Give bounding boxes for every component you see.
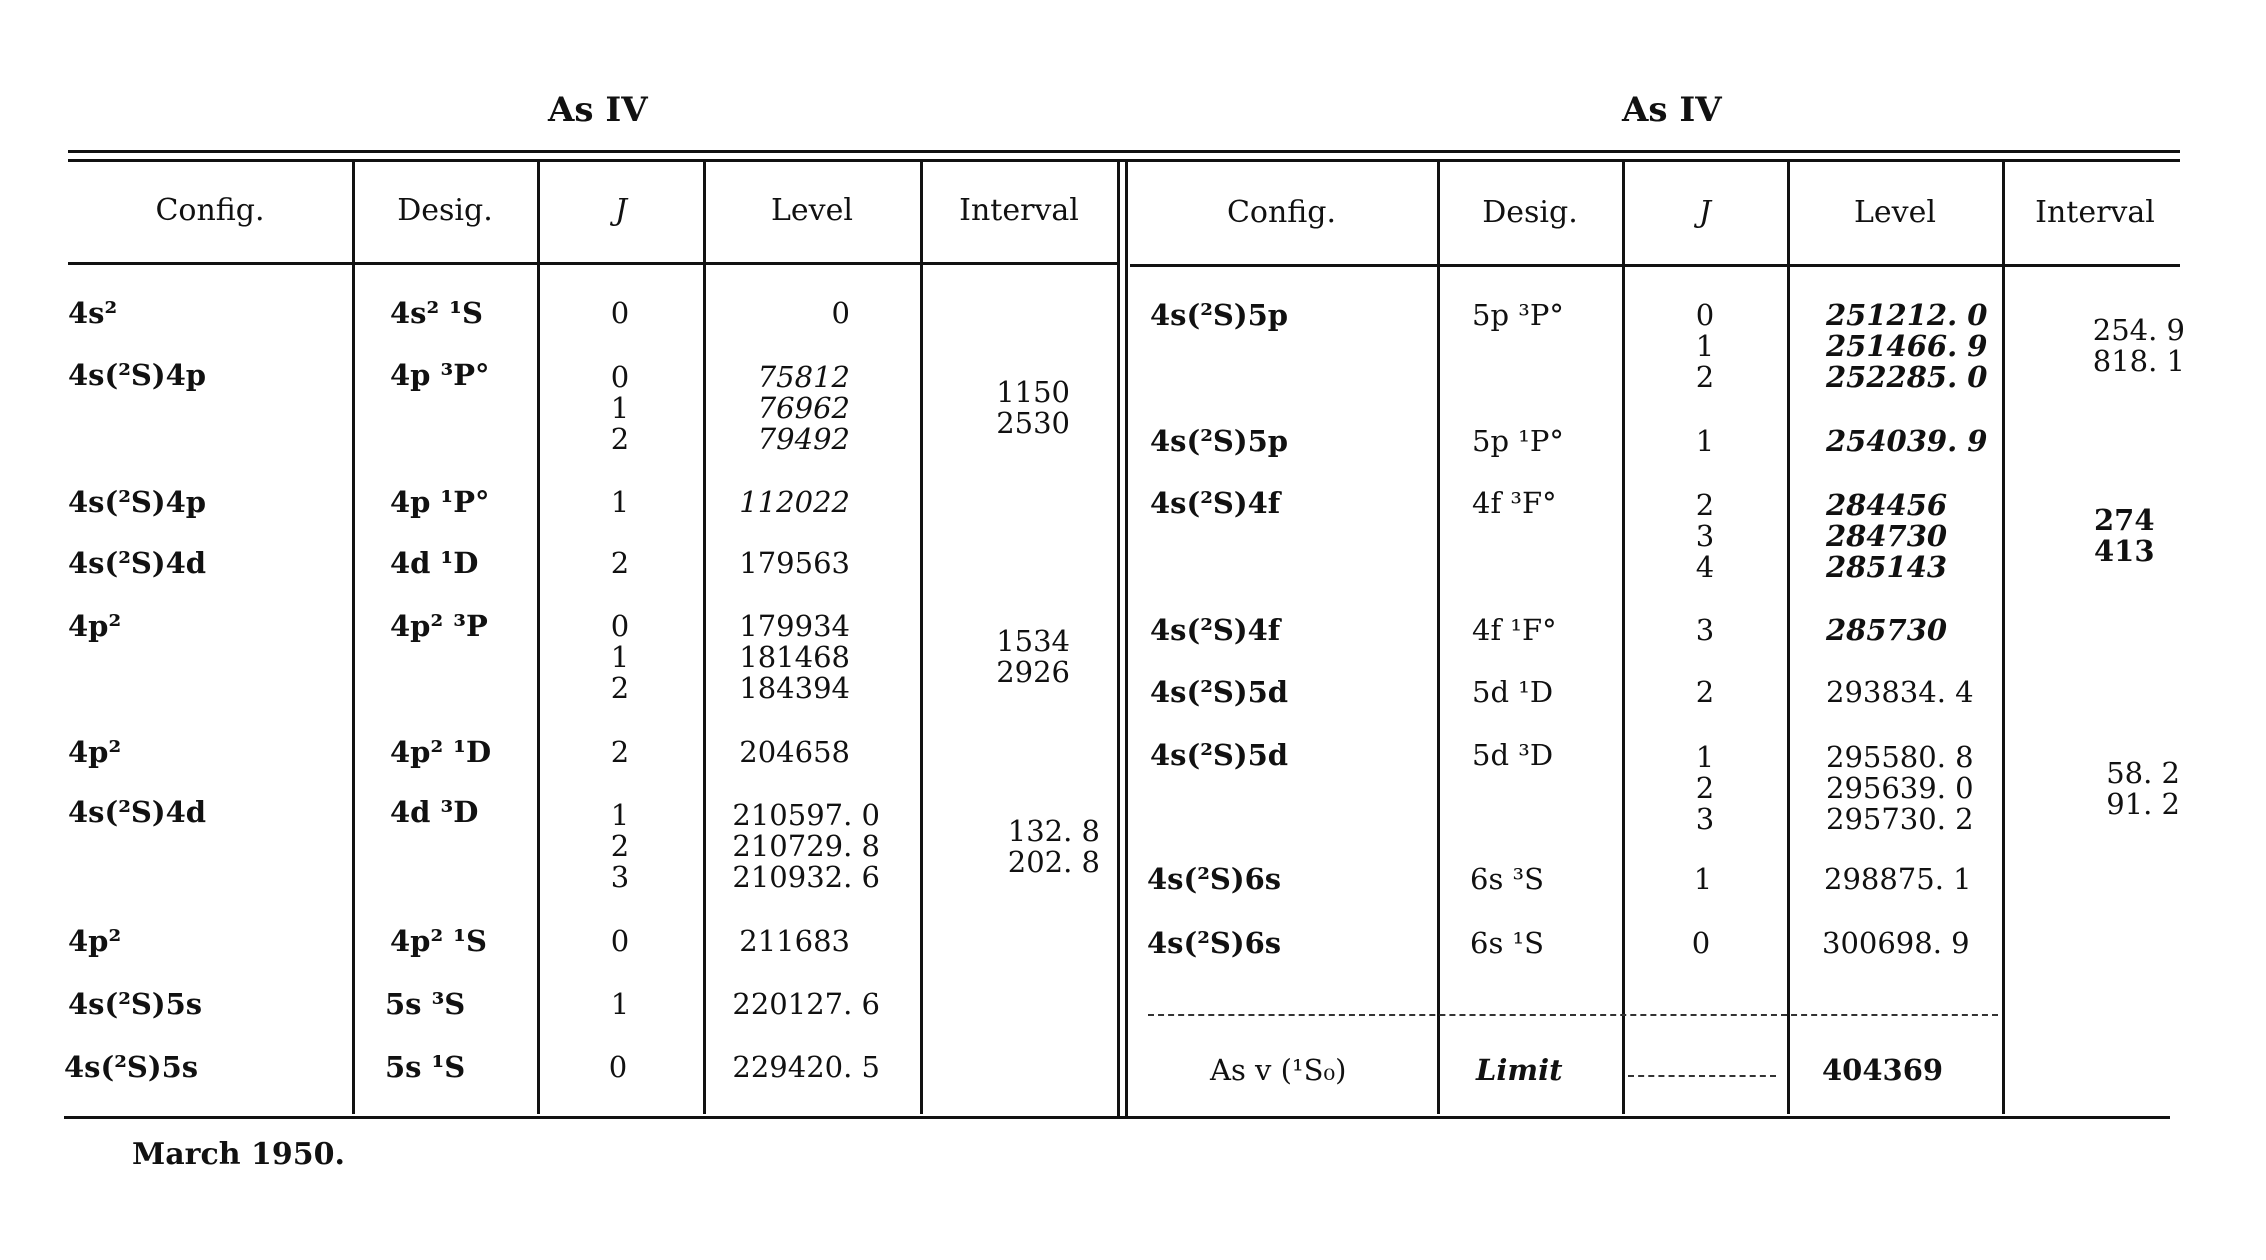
level-cell: 251466. 9 — [1826, 329, 1988, 363]
j-cell: 1 — [1693, 862, 1713, 896]
interval-cell: 1534 — [996, 624, 1070, 658]
j-cell: 0 — [610, 924, 630, 958]
level-cell: 293834. 4 — [1826, 675, 1974, 709]
desig-cell: 5d ¹D — [1472, 675, 1554, 709]
j-cell: 2 — [610, 546, 630, 580]
level-cell: 220127. 6 — [732, 987, 880, 1021]
col-divider — [703, 162, 706, 1114]
desig-cell: 4f ³F° — [1472, 486, 1557, 520]
j-cell: 0 — [1695, 298, 1715, 332]
desig-cell: 5p ¹P° — [1472, 424, 1564, 458]
col-divider — [920, 162, 923, 1114]
j-cell: 1 — [610, 391, 630, 425]
level-cell: 300698. 9 — [1822, 926, 1970, 960]
header-j: J — [1698, 195, 1712, 230]
config-cell: 4s(²S)5p — [1150, 424, 1289, 458]
top-rule-2 — [68, 159, 2180, 162]
config-cell: 4s(²S)4p — [68, 485, 207, 519]
interval-cell: 413 — [2094, 534, 2155, 568]
interval-cell: 132. 8 — [1007, 814, 1100, 848]
j-cell: 1 — [610, 798, 630, 832]
level-cell: 252285. 0 — [1826, 360, 1988, 394]
config-cell: 4s(²S)4p — [68, 358, 207, 392]
col-divider — [1787, 162, 1790, 1114]
config-cell: 4p² — [68, 924, 122, 958]
config-cell: 4p² — [68, 609, 122, 643]
j-cell: 2 — [610, 735, 630, 769]
level-cell: 0 — [831, 296, 850, 330]
level-cell: 254039. 9 — [1826, 424, 1988, 458]
bottom-rule — [64, 1116, 2170, 1119]
level-cell: 229420. 5 — [732, 1050, 880, 1084]
col-divider — [1437, 162, 1440, 1114]
desig-cell: 5d ³D — [1472, 738, 1554, 772]
level-cell: 75812 — [757, 360, 850, 394]
col-divider — [1622, 162, 1625, 1114]
interval-cell: 1150 — [996, 375, 1070, 409]
header-level: Level — [771, 193, 853, 228]
level-cell: 184394 — [739, 671, 850, 705]
desig-cell: 5s ¹S — [385, 1050, 466, 1084]
j-cell: 0 — [608, 1050, 628, 1084]
desig-cell: 4p² ¹S — [390, 924, 487, 958]
j-cell: 1 — [610, 485, 630, 519]
center-double-divider — [1117, 162, 1120, 1116]
header-desig: Desig. — [1482, 195, 1578, 230]
level-cell: 298875. 1 — [1824, 862, 1972, 896]
j-cell: 4 — [1695, 550, 1715, 584]
level-cell: 295730. 2 — [1826, 802, 1974, 836]
limit-j-dash — [1628, 1075, 1776, 1077]
level-cell: 79492 — [757, 422, 850, 456]
level-cell: 210729. 8 — [732, 829, 880, 863]
j-cell: 0 — [1691, 926, 1711, 960]
desig-cell: 5p ³P° — [1472, 298, 1564, 332]
level-cell: 179563 — [739, 546, 850, 580]
j-cell: 3 — [610, 860, 630, 894]
header-j: J — [614, 193, 628, 228]
j-cell: 3 — [1695, 802, 1715, 836]
config-cell: 4s(²S)5s — [64, 1050, 199, 1084]
desig-cell: 4f ¹F° — [1472, 613, 1557, 647]
config-cell: 4s(²S)5d — [1150, 738, 1289, 772]
desig-cell: 4p² ³P — [390, 609, 488, 643]
j-cell: 2 — [610, 422, 630, 456]
j-cell: 1 — [1695, 424, 1715, 458]
config-cell: 4p² — [68, 735, 122, 769]
config-cell: 4s(²S)5s — [68, 987, 203, 1021]
col-divider — [537, 162, 540, 1114]
header-interval: Interval — [2035, 195, 2155, 230]
left-table-title: As IV — [548, 90, 648, 130]
config-cell: 4s(²S)4d — [68, 546, 207, 580]
level-cell: 284456 — [1826, 488, 1948, 522]
interval-cell: 2530 — [996, 406, 1070, 440]
level-cell: 210932. 6 — [732, 860, 880, 894]
j-cell: 3 — [1695, 613, 1715, 647]
header-level: Level — [1854, 195, 1936, 230]
j-cell: 1 — [610, 640, 630, 674]
interval-cell: 202. 8 — [1007, 845, 1100, 879]
limit-level: 404369 — [1822, 1053, 1944, 1087]
level-cell: 112022 — [739, 485, 850, 519]
level-cell: 181468 — [739, 640, 850, 674]
config-cell: 4s(²S)6s — [1147, 862, 1282, 896]
right-table-title: As IV — [1622, 90, 1722, 130]
desig-cell: 5s ³S — [385, 987, 466, 1021]
desig-cell: 6s ¹S — [1470, 926, 1545, 960]
j-cell: 2 — [610, 671, 630, 705]
level-cell: 211683 — [739, 924, 850, 958]
j-cell: 1 — [1695, 740, 1715, 774]
interval-cell: 254. 9 — [2092, 313, 2185, 347]
desig-cell: 4d ³D — [390, 795, 479, 829]
interval-cell: 58. 2 — [2106, 756, 2180, 790]
level-cell: 204658 — [739, 735, 850, 769]
header-interval: Interval — [959, 193, 1079, 228]
j-cell: 0 — [610, 296, 630, 330]
interval-cell: 818. 1 — [2092, 344, 2185, 378]
desig-cell: 4d ¹D — [390, 546, 479, 580]
col-divider — [352, 162, 355, 1114]
level-cell: 295639. 0 — [1826, 771, 1974, 805]
top-rule-1 — [68, 150, 2180, 153]
j-cell: 2 — [1695, 771, 1715, 805]
desig-cell: 6s ³S — [1470, 862, 1545, 896]
desig-cell: 4p ¹P° — [390, 485, 490, 519]
config-cell: 4s(²S)4d — [68, 795, 207, 829]
interval-cell: 274 — [2094, 503, 2155, 537]
col-divider — [2002, 162, 2005, 1114]
level-cell: 210597. 0 — [732, 798, 880, 832]
config-cell: 4s(²S)4f — [1150, 486, 1281, 520]
j-cell: 0 — [610, 609, 630, 643]
j-cell: 2 — [1695, 360, 1715, 394]
j-cell: 2 — [610, 829, 630, 863]
config-cell: 4s(²S)5d — [1150, 675, 1289, 709]
header-config: Config. — [155, 193, 265, 228]
level-cell: 179934 — [739, 609, 850, 643]
j-cell: 1 — [610, 987, 630, 1021]
limit-separator — [1148, 1014, 1998, 1016]
level-cell: 295580. 8 — [1826, 740, 1974, 774]
header-rule-left — [68, 262, 1118, 265]
header-rule-right — [1130, 264, 2180, 267]
desig-cell: 4p² ¹D — [390, 735, 492, 769]
desig-cell: 4p ³P° — [390, 358, 490, 392]
j-cell: 2 — [1695, 675, 1715, 709]
limit-config: As v (¹S₀) — [1210, 1053, 1347, 1087]
j-cell: 2 — [1695, 488, 1715, 522]
config-cell: 4s(²S)5p — [1150, 298, 1289, 332]
interval-cell: 91. 2 — [2106, 787, 2180, 821]
limit-desig: Limit — [1476, 1053, 1563, 1087]
interval-cell: 2926 — [996, 655, 1070, 689]
level-cell: 284730 — [1826, 519, 1948, 553]
level-cell: 76962 — [757, 391, 850, 425]
config-cell: 4s² — [68, 296, 118, 330]
center-double-divider — [1125, 162, 1128, 1116]
j-cell: 3 — [1695, 519, 1715, 553]
j-cell: 1 — [1695, 329, 1715, 363]
config-cell: 4s(²S)4f — [1150, 613, 1281, 647]
header-config: Config. — [1226, 195, 1337, 230]
j-cell: 0 — [610, 360, 630, 394]
level-cell: 251212. 0 — [1826, 298, 1988, 332]
level-cell: 285730 — [1826, 613, 1948, 647]
desig-cell: 4s² ¹S — [390, 296, 483, 330]
header-desig: Desig. — [397, 193, 493, 228]
config-cell: 4s(²S)6s — [1147, 926, 1282, 960]
level-cell: 285143 — [1826, 550, 1948, 584]
footnote: March 1950. — [132, 1137, 345, 1172]
